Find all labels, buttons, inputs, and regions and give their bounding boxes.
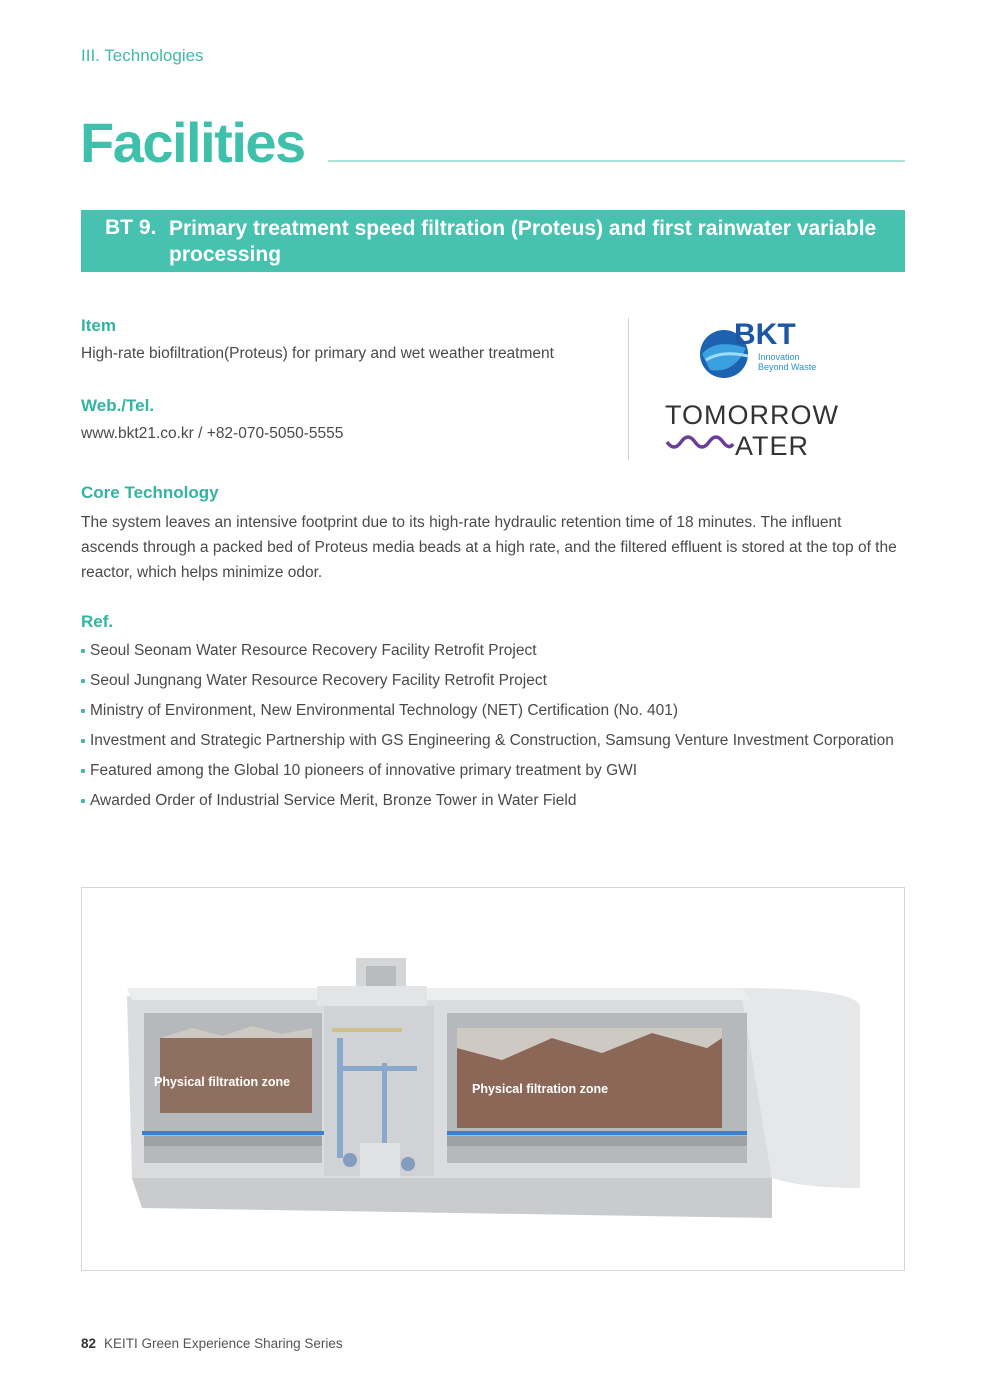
core-text: The system leaves an intensive footprint due to its high-rate hydraulic retention time of 18 minutes. The influent ascends through a packed bed of Proteus media beads at a high rate, and the filtered effluent is stored at the top of the reactor, which helps minimize odor. bbox=[81, 514, 897, 581]
ref-item: Investment and Strategic Partnership with GS Engineering & Construction, Samsung Venture Investment Corporation bbox=[81, 729, 905, 753]
facility-illustration bbox=[82, 888, 904, 1270]
item-heading: Item bbox=[81, 316, 116, 335]
bt-banner bbox=[81, 210, 905, 272]
page-title: Facilities bbox=[80, 111, 305, 174]
web-heading: Web./Tel. bbox=[81, 396, 155, 415]
page-footer bbox=[81, 1336, 343, 1351]
zone-label-left: Physical filtration zone bbox=[154, 1075, 291, 1089]
web-text[interactable]: www.bkt21.co.kr / +82-070-5050-5555 bbox=[81, 425, 344, 442]
ref-item: Ministry of Environment, New Environmental Technology (NET) Certification (No. 401) bbox=[81, 699, 905, 723]
facility-cutaway-figure bbox=[81, 887, 905, 1271]
bullet-icon bbox=[81, 679, 85, 683]
ref-item: Seoul Jungnang Water Resource Recovery Facility Retrofit Project bbox=[81, 669, 905, 693]
bullet-icon bbox=[81, 769, 85, 773]
bkt-logo bbox=[698, 320, 828, 380]
item-text: High-rate biofiltration(Proteus) for primary and wet weather treatment bbox=[81, 345, 554, 362]
ref-heading: Ref. bbox=[81, 612, 114, 631]
bt-code: BT 9. bbox=[105, 216, 157, 239]
tomorrow-water-logo bbox=[663, 398, 863, 458]
section-label: III. Technologies bbox=[81, 46, 204, 65]
page-number: 82 bbox=[81, 1336, 97, 1351]
bt-title: Primary treatment speed filtration (Proteus) and first rainwater variable processing bbox=[169, 217, 877, 266]
bullet-icon bbox=[81, 649, 85, 653]
bkt-logo-text: BKT bbox=[734, 320, 796, 351]
zone-label-right: Physical filtration zone bbox=[472, 1082, 609, 1096]
vertical-divider bbox=[628, 318, 629, 460]
bullet-icon bbox=[81, 799, 85, 803]
title-divider bbox=[328, 160, 905, 162]
tw-line-1: TOMORROW bbox=[665, 400, 839, 430]
ref-item: Awarded Order of Industrial Service Merit, Bronze Tower in Water Field bbox=[81, 789, 905, 813]
bullet-icon bbox=[81, 739, 85, 743]
bkt-tagline-1: Innovation bbox=[758, 352, 800, 362]
tw-line-2: ATER bbox=[735, 431, 810, 458]
bkt-tagline-2: Beyond Waste bbox=[758, 362, 817, 372]
ref-list bbox=[81, 639, 905, 819]
core-heading: Core Technology bbox=[81, 483, 219, 502]
series-name: KEITI Green Experience Sharing Series bbox=[104, 1336, 343, 1351]
ref-item: Seoul Seonam Water Resource Recovery Facility Retrofit Project bbox=[81, 639, 905, 663]
ref-item: Featured among the Global 10 pioneers of innovative primary treatment by GWI bbox=[81, 759, 905, 783]
bullet-icon bbox=[81, 709, 85, 713]
